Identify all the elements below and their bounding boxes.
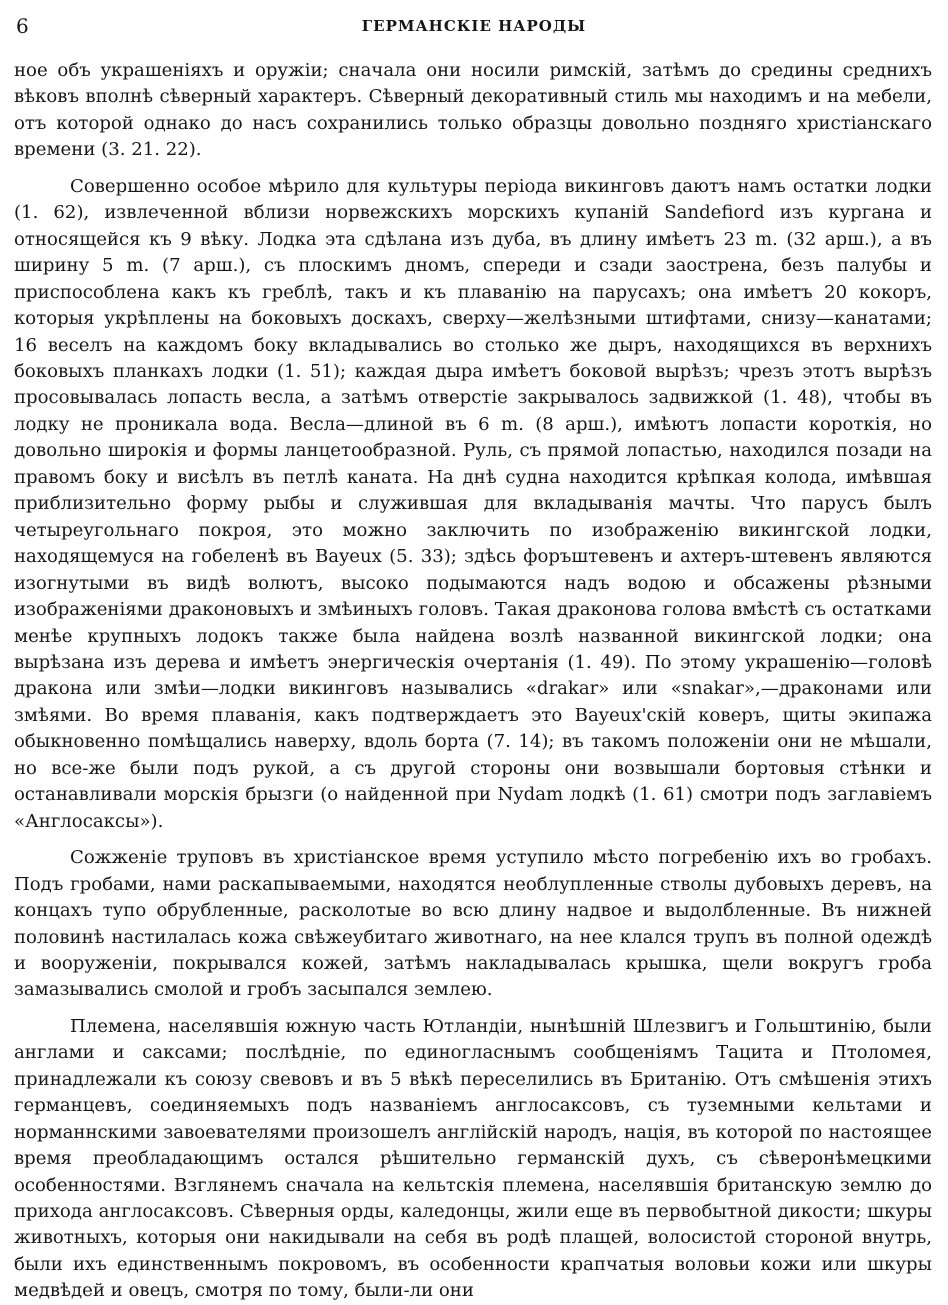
page-header [0, 14, 948, 40]
page-body [14, 58, 932, 1305]
running-title: ГЕРМАНСКІЕ НАРОДЫ [361, 17, 587, 35]
paragraph-anglo-saxons: Племена, населявшія южную часть Ютландіи, нынѣшній Шлезвигъ и Гольштинію, были англами и саксами; послѣдніе, по единогласнымъ сообщеніямъ Тацита и Птоломея, принадлежали къ союзу свевовъ и въ 5 вѣкѣ переселились въ Британію. Отъ смѣшенія этихъ германцевъ, соединяемыхъ подъ названіемъ англосаксовъ, съ туземными кельтами и норманнскими завоевателями произошелъ англійскій народъ, нація, въ которой по настоящее время преобладающимъ остался рѣшительно германскій духъ, съ сѣверонѣмецкими особенностями. Взглянемъ сначала на кельтскія племена, населявшія британскую землю до прихода англосаксовъ. Сѣверныя орды, каледонцы, жили еще въ первобытной дикости; шкуры животныхъ, которыя они накидывали на себя въ родѣ плащей, волосистой стороной внутрь, были ихъ единственнымъ покровомъ, въ особенности крапчатыя воловьи кожи или шкуры медвѣдей и овецъ, смотря по тому, были-ли они [14, 1015, 932, 1302]
page-number: 6 [16, 14, 29, 38]
paragraph-viking-boat: Совершенно особое мѣрило для культуры періода викинговъ даютъ намъ остатки лодки (1. 62), извлеченной вблизи норвежскихъ морскихъ купаній Sandefiord изъ кургана и относящейся къ 9 вѣку. Лодка эта сдѣлана изъ дуба, въ длину имѣетъ 23 m. (32 арш.), а въ ширину 5 m. (7 арш.), съ плоскимъ дномъ, спереди и сзади заострена, безъ палубы и приспособлена какъ къ греблѣ, такъ и къ плаванію на парусахъ; она имѣетъ 20 кокоръ, которыя укрѣплены на боковыхъ доскахъ, сверху—желѣзными штифтами, снизу—канатами; 16 веселъ на каждомъ боку вкладывались во столько же дыръ, находящихся въ верхнихъ боковыхъ планкахъ лодки (1. 51); каждая дыра имѣетъ боковой вырѣзъ; чрезъ этотъ вырѣзъ просовывалась лопасть весла, а затѣмъ отверстіе закрывалось задвижкой (1. 48), чтобы въ лодку не проникала вода. Весла—длиной въ 6 m. (8 арш.), имѣютъ лопасти короткія, но довольно широкія и формы ланцетообразной. Руль, съ прямой лопастью, находился позади на правомъ боку и висѣлъ въ петлѣ каната. На днѣ судна находится крѣпкая колода, имѣвшая приблизительно форму рыбы и служившая для вкладыванія мачты. Что парусъ былъ четыреугольнаго покроя, это можно заключить по изображенію викингской лодки, находящемуся на гобеленѣ въ Bayeux (5. 33); здѣсь форъштевенъ и ахтеръ-штевенъ являются изогнутыми въ видѣ волютъ, высоко подымаются надъ водою и обсажены рѣзными изображеніями драконовыхъ и змѣиныхъ головъ. Такая драконова голова вмѣстѣ съ остатками менѣе крупныхъ лодокъ также была найдена возлѣ названной викингской лодки; она вырѣзана изъ дерева и имѣетъ энергическія очертанія (1. 49). По этому украшенію—головѣ дракона или змѣи—лодки викинговъ назывались «drakar» или «snakar»,—драконами или змѣями. Во время плаванія, какъ подтверждаетъ это Bayeux'скій коверъ, щиты экипажа обыкновенно помѣщались наверху, вдоль борта (7. 14); въ такомъ положеніи они не мѣшали, но все-же были подъ рукой, а съ другой стороны они возвышали бортовыя стѣнки и останавливали морскія брызги (о найденной при Nydam лодкѣ (1. 61) смотри подъ заглавіемъ «Англосаксы»). [14, 175, 932, 832]
paragraph-continuation: ное объ украшеніяхъ и оружіи; сначала они носили римскій, затѣмъ до средины среднихъ вѣковъ вполнѣ сѣверный характеръ. Сѣверный декоративный стиль мы находимъ и на мебели, отъ которой однако до насъ сохранились только образцы довольно поздняго христіанскаго времени (3. 21. 22). [14, 60, 932, 161]
paragraph-burial: Сожженіе труповъ въ христіанское время уступило мѣсто погребенію ихъ во гробахъ. Подъ гробами, нами раскапываемыми, находятся необлупленные стволы дубовыхъ деревъ, на концахъ тупо обрубленные, расколотые во всю длину надвое и выдолбленные. Въ нижней половинѣ настилалась кожа свѣжеубитаго животнаго, на нее клался трупъ въ полной одеждѣ и вооруженіи, покрывался кожей, затѣмъ накладывалась крышка, щели вокругъ гроба замазывались смолой и гробъ засыпался землею. [14, 847, 932, 1001]
